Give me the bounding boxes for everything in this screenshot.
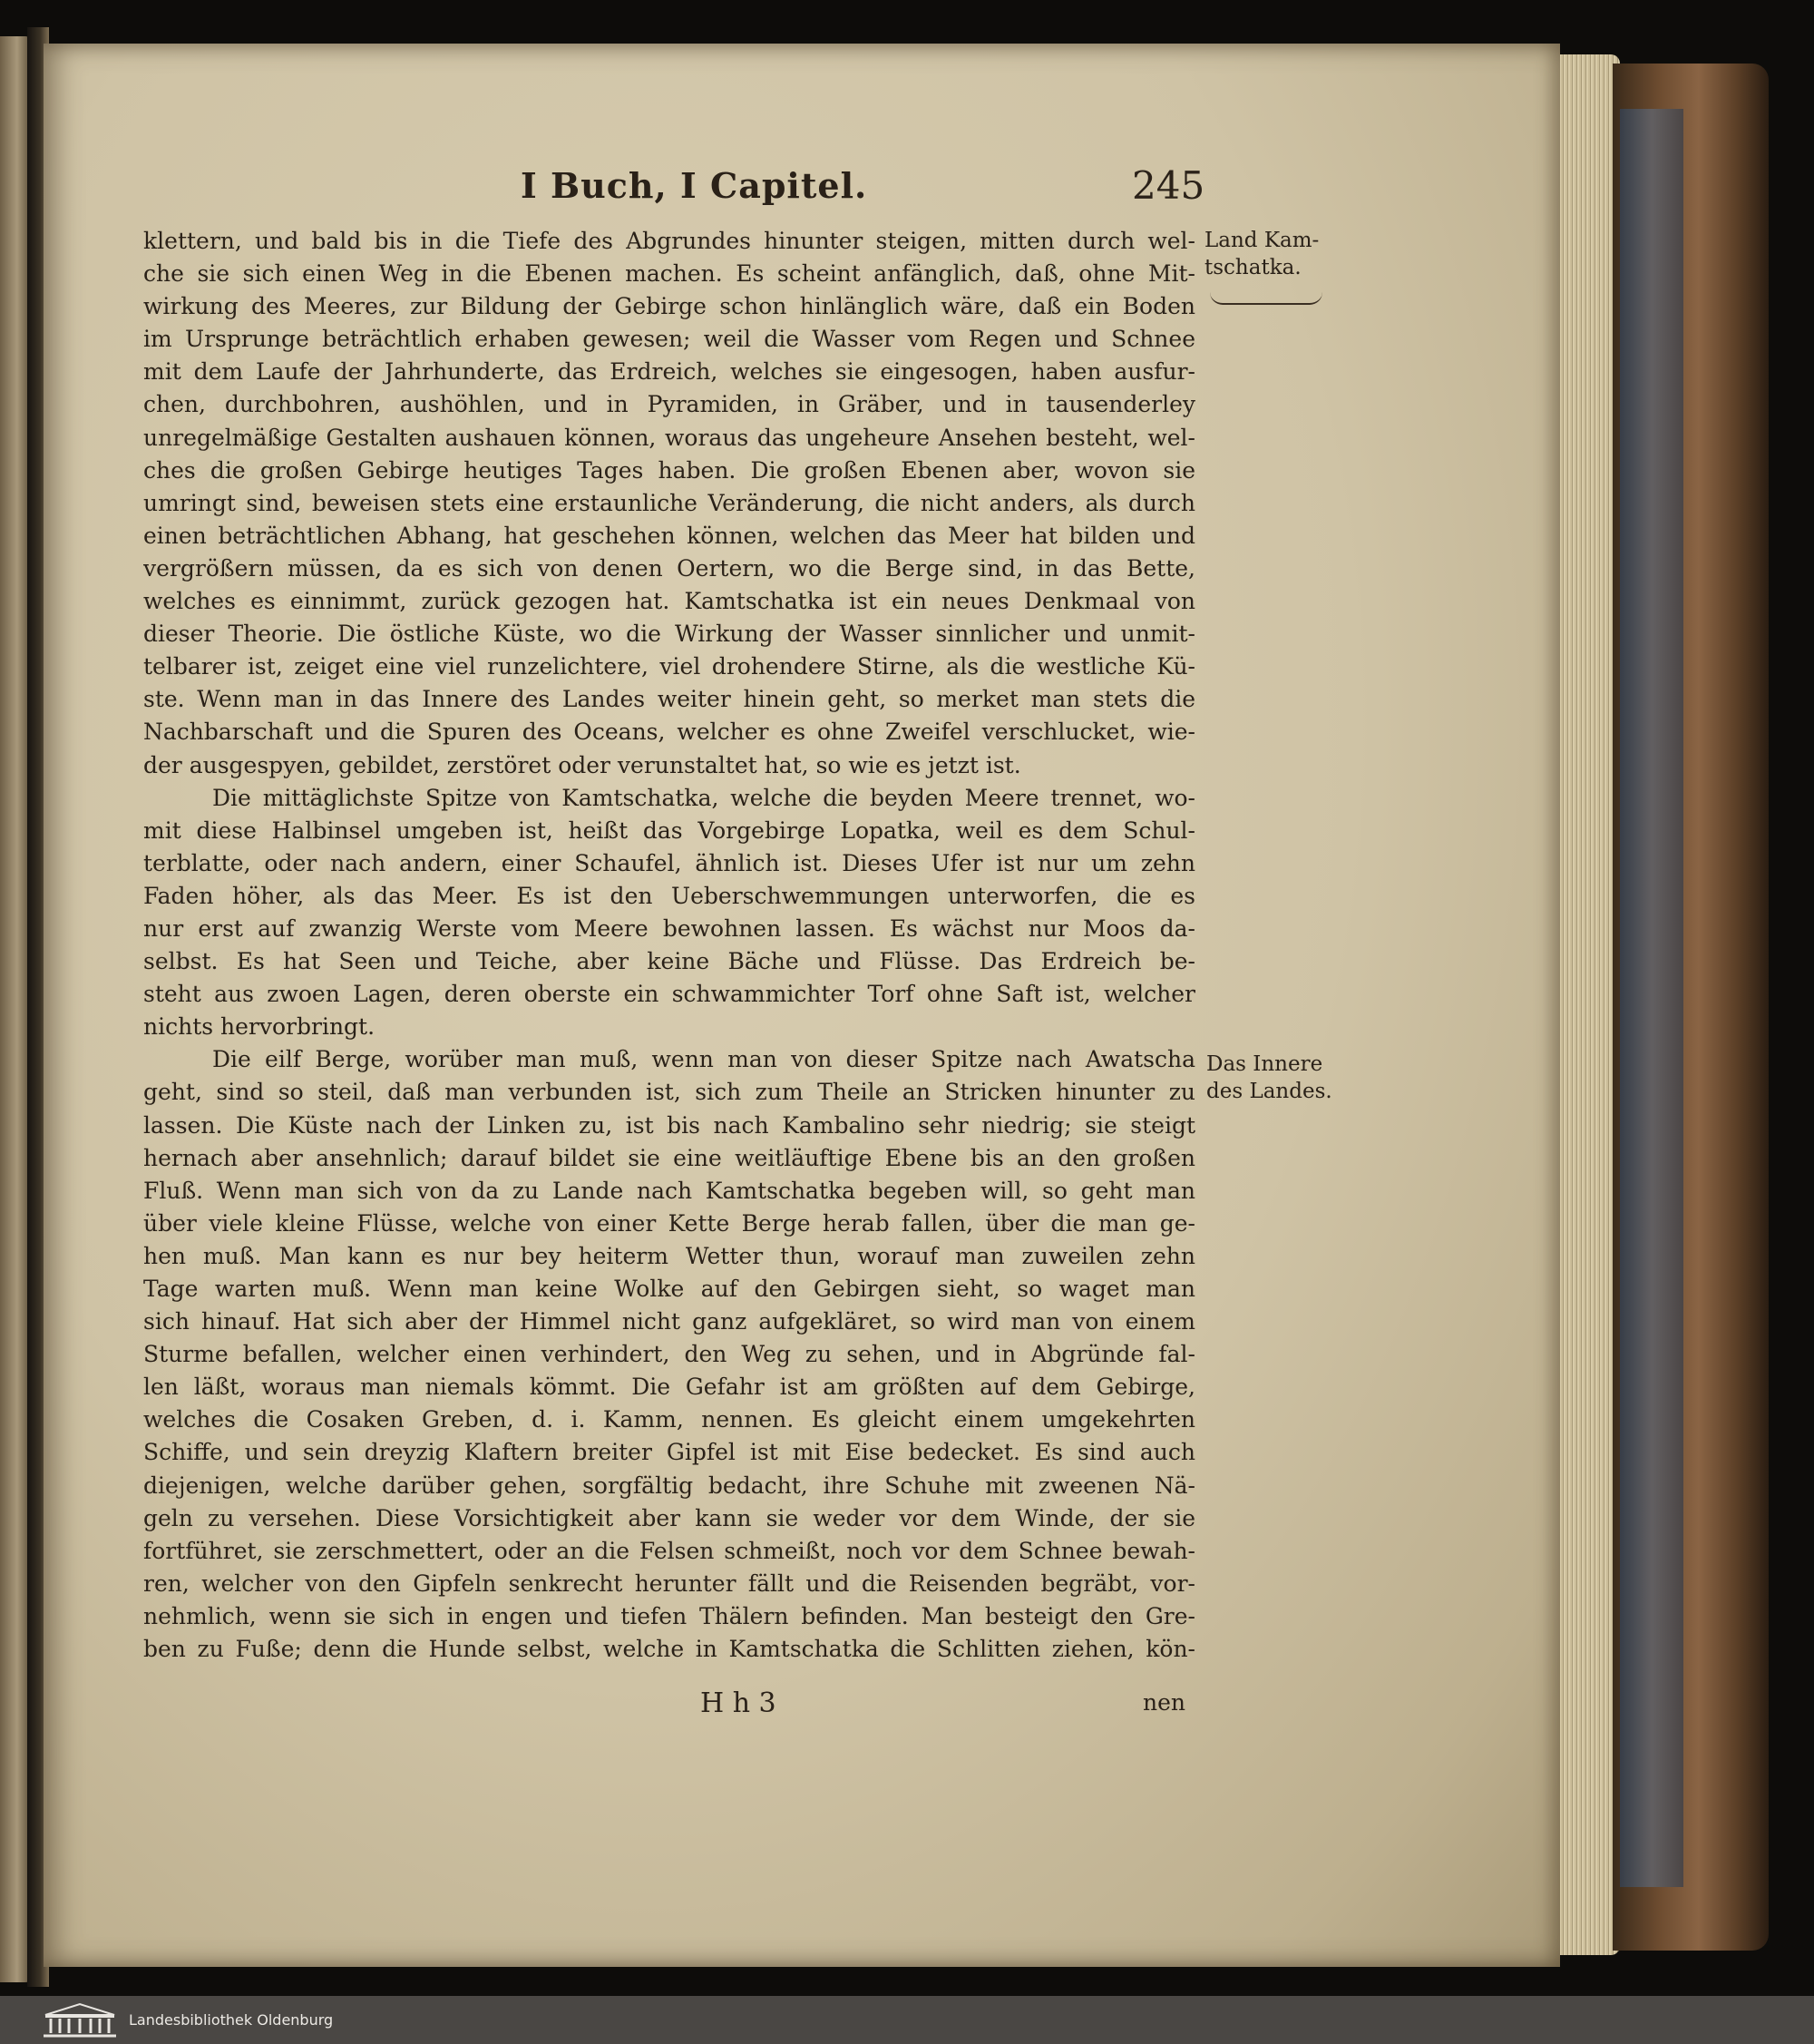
- text-line: terblatte, oder nach andern, einer Schaufel, ähnlich ist. Dieses Ufer ist nur um zehn: [143, 849, 1195, 876]
- text-line: mit dem Laufe der Jahrhunderte, das Erdreich, welches sie eingesogen, haben ausfur-: [143, 358, 1195, 386]
- text-line: che sie sich einen Weg in die Ebenen machen. Es scheint anfänglich, daß, ohne Mit-: [143, 260, 1195, 288]
- text-line: einen beträchtlichen Abhang, hat geschehen können, welchen das Meer hat bilden und: [143, 522, 1195, 549]
- page-number: 245: [1132, 163, 1205, 208]
- marginal-note: Das Innere des Landes.: [1206, 1052, 1332, 1103]
- text-line: len läßt, woraus man niemals kömmt. Die Gefahr ist am größten auf dem Gebirge,: [143, 1374, 1195, 1401]
- text-line: Sturme befallen, welcher einen verhindert, den Weg zu sehen, und in Abgründe fal-: [143, 1341, 1195, 1368]
- marginal-brace: [1210, 292, 1322, 305]
- catchword: nen: [1143, 1689, 1185, 1716]
- text-line: geln zu versehen. Diese Vorsichtigkeit aber kann sie weder vor dem Winde, der sie: [143, 1504, 1195, 1531]
- text-line: diejenigen, welche darüber gehen, sorgfältig bedacht, ihre Schuhe mit zweenen Nä-: [143, 1472, 1195, 1499]
- signature-mark: H h 3: [700, 1687, 776, 1719]
- running-head: I Buch, I Capitel.: [521, 165, 868, 206]
- text-line: welches die Cosaken Greben, d. i. Kamm, nennen. Es gleicht einem umgekehrten: [143, 1406, 1195, 1433]
- text-line: Schiffe, und sein dreyzig Klaftern breiter Gipfel ist mit Eise bedecket. Es sind auch: [143, 1439, 1195, 1466]
- text-line: klettern, und bald bis in die Tiefe des Abgrundes hinunter steigen, mitten durch wel-: [143, 228, 1195, 254]
- text-line: mit diese Halbinsel umgeben ist, heißt das Vorgebirge Lopatka, weil es dem Schul-: [143, 817, 1195, 844]
- text-line: der ausgespyen, gebildet, zerstöret oder verunstaltet hat, so wie es jetzt ist.: [143, 751, 1021, 778]
- text-line: Die eilf Berge, worüber man muß, wenn man von dieser Spitze nach Awatscha: [212, 1046, 1195, 1073]
- footer-bar: [0, 1996, 1814, 2044]
- cover-marbled-edge: [1620, 109, 1683, 1887]
- text-line: umringt sind, beweisen stets eine erstaunliche Veränderung, die nicht anders, als durch: [143, 489, 1195, 516]
- text-line: wirkung des Meeres, zur Bildung der Gebirge schon hinlänglich wäre, daß ein Boden: [143, 293, 1195, 320]
- text-line: hernach aber ansehnlich; darauf bildet sie eine weitläuftige Ebene bis an den großen: [143, 1144, 1195, 1171]
- text-line: welches es einnimmt, zurück gezogen hat. Kamtschatka ist ein neues Denkmaal von: [143, 588, 1195, 615]
- text-line: unregelmäßige Gestalten aushauen können, woraus das ungeheure Ansehen besteht, wel-: [143, 424, 1195, 451]
- text-line: Fluß. Wenn man sich von da zu Lande nach Kamtschatka begeben will, so geht man: [143, 1177, 1195, 1204]
- text-line: Nachbarschaft und die Spuren des Oceans, welcher es ohne Zweifel verschlucket, wie-: [143, 719, 1195, 746]
- text-line: im Ursprunge beträchtlich erhaben gewesen; weil die Wasser vom Regen und Schnee: [143, 326, 1195, 353]
- library-name: Landesbibliothek Oldenburg: [129, 2011, 334, 2029]
- text-line: telbarer ist, zeiget eine viel runzelichtere, viel drohendere Stirne, als die westliche Kü-: [143, 653, 1195, 680]
- text-line: fortführet, sie zerschmettert, oder an die Felsen schmeißt, noch vor dem Schnee bewah-: [143, 1537, 1195, 1564]
- text-line: Tage warten muß. Wenn man keine Wolke auf den Gebirgen sieht, so waget man: [143, 1276, 1195, 1302]
- text-line: steht aus zwoen Lagen, deren oberste ein schwammichter Torf ohne Saft ist, welcher: [143, 981, 1195, 1008]
- text-line: über viele kleine Flüsse, welche von einer Kette Berge herab fallen, über die man ge-: [143, 1209, 1195, 1237]
- text-line: Die mittäglichste Spitze von Kamtschatka, welche die beyden Meere trennet, wo-: [212, 784, 1195, 811]
- text-line: Faden höher, als das Meer. Es ist den Ueberschwemmungen unterworfen, die es: [143, 882, 1195, 909]
- library-building-icon: [42, 2002, 118, 2039]
- text-line: vergrößern müssen, da es sich von denen Oertern, wo die Berge sind, in das Bette,: [143, 554, 1195, 582]
- text-line: ches die großen Gebirge heutiges Tages haben. Die großen Ebenen aber, wovon sie: [143, 456, 1195, 484]
- page-fore-edge: [1556, 54, 1620, 1955]
- text-line: nur erst auf zwanzig Werste vom Meere bewohnen lassen. Es wächst nur Moos da-: [143, 914, 1195, 942]
- text-line: dieser Theorie. Die östliche Küste, wo die Wirkung der Wasser sinnlicher und unmit-: [143, 621, 1195, 648]
- left-page-edge: [0, 36, 31, 1982]
- text-line: ren, welcher von den Gipfeln senkrecht herunter fällt und die Reisenden begräbt, vor-: [143, 1570, 1195, 1597]
- text-line: nehmlich, wenn sie sich in engen und tiefen Thälern befinden. Man besteigt den Gre-: [143, 1602, 1195, 1629]
- text-line: sich hinauf. Hat sich aber der Himmel nicht ganz aufgekläret, so wird man von einem: [143, 1308, 1195, 1335]
- text-line: hen muß. Man kann es nur bey heiterm Wetter thun, worauf man zuweilen zehn: [143, 1242, 1195, 1269]
- body-text: [143, 225, 1195, 1666]
- text-line: ben zu Fuße; denn die Hunde selbst, welche in Kamtschatka die Schlitten ziehen, kön-: [143, 1636, 1195, 1663]
- text-line: nichts hervorbringt.: [143, 1013, 375, 1041]
- text-line: chen, durchbohren, aushöhlen, und in Pyramiden, in Gräber, und in tausenderley: [143, 391, 1195, 418]
- text-line: selbst. Es hat Seen und Teiche, aber keine Bäche und Flüsse. Das Erdreich be-: [143, 948, 1195, 975]
- text-line: ste. Wenn man in das Innere des Landes weiter hinein geht, so merket man stets die: [143, 686, 1195, 713]
- text-line: geht, sind so steil, daß man verbunden ist, sich zum Theile an Stricken hinunter zu: [143, 1079, 1195, 1106]
- marginal-note: Land Kam- tschatka.: [1204, 229, 1320, 279]
- text-line: lassen. Die Küste nach der Linken zu, ist bis nach Kambalino sehr niedrig; sie steigt: [143, 1111, 1195, 1139]
